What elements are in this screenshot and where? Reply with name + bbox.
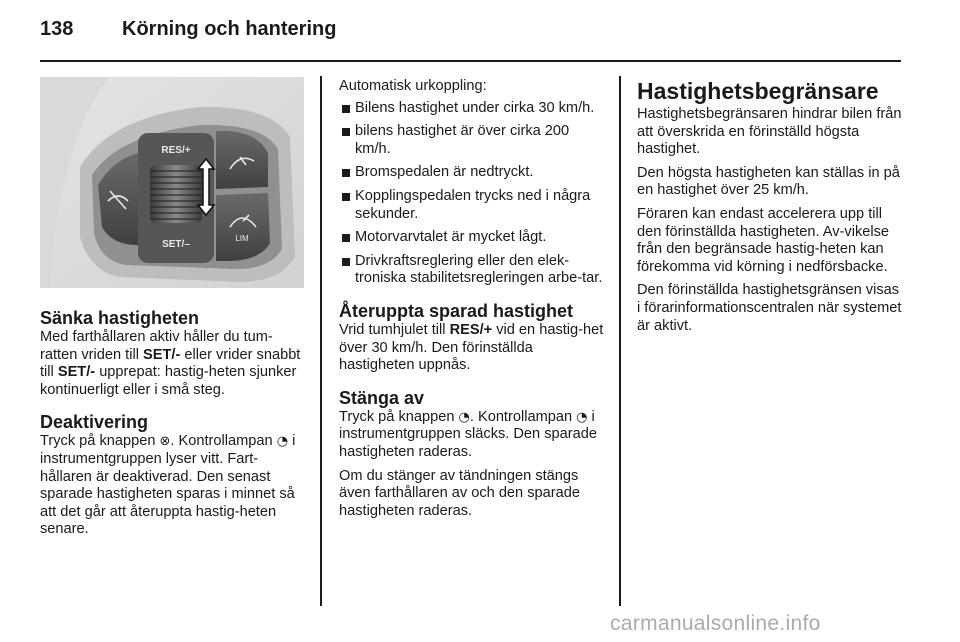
heading-deaktivering: Deaktivering [40,412,149,433]
lim-label: LIM [235,234,249,243]
list-item: Motorvarvtalet är mycket lågt. [339,229,605,247]
paragraph-begr-4: Den förinställda hastighetsgränsen visas i förarinformationscentralen när systemet är aktivt. [637,282,902,334]
paragraph-begr-3: Föraren kan endast accelerera upp till den förinställda hastigheten. Av-vikelse från den begränsade hastig-heten kan förekomma vid körning i nedförsbacke. [637,205,890,275]
paragraph-ateruppta: Vrid tumhjulet till RES/+ vid en hastig-het över 30 km/h. Den förinställda hastigheten uppnås. [339,321,604,374]
paragraph-stanga-av: Tryck på knappen ◔. Kontrollampan ◔ i instrumentgruppen släcks. Den sparade hastigheten raderas. [339,408,597,460]
paragraph-begr-2: Den högsta hastigheten kan ställas in på en hastighet över 25 km/h. [637,164,900,199]
cruise-symbol-icon: ◔ [458,409,470,425]
cruise-symbol-icon: ◔ [576,409,588,425]
page-number: 138 [40,18,74,40]
paragraph-begr-1: Hastighetsbegränsaren hindrar bilen från att överskrida en förinställd högsta hastighet. [637,106,902,158]
auto-disengage-list [339,100,605,288]
column-divider-2 [619,76,621,606]
cancel-symbol-icon: ⊗ [159,434,171,450]
list-item: Bromspedalen är nedtryckt. [339,164,605,182]
column-3 [637,78,903,341]
res-label: RES/+ [161,145,191,156]
list-item: Bilens hastighet under cirka 30 km/h. [339,100,605,118]
page-header [40,18,336,41]
heading-hastighetsbegransare: Hastighetsbegränsare [637,78,879,104]
column-divider-1 [320,76,322,606]
auto-disengage-title: Automatisk urkoppling: [339,78,487,94]
set-label: SET/– [162,239,190,250]
steering-wheel-controls-figure [40,77,304,288]
cruise-symbol-icon: ◔ [276,434,289,450]
paragraph-sanka: Med farthållaren aktiv håller du tum-ratten vriden till SET/- eller vrider snabbt till SET/- upprepat: hastig-heten sjunker kontinuerligt eller i små steg. [40,329,301,398]
header-rule [40,60,901,62]
page-title: Körning och hantering [122,18,337,40]
paragraph-tandning: Om du stänger av tändningen stängs även farthållaren av och den sparade hastigheten raderas. [339,467,580,519]
watermark: carmanualsonline.info [610,612,821,635]
list-item: Drivkraftsreglering eller den elek-troniska stabilitetsregleringen arbe-tar. [339,253,605,288]
heading-stanga-av: Stänga av [339,387,425,408]
column-2 [339,78,605,526]
column-1 [40,307,304,545]
heading-ateruppta: Återuppta sparad hastighet [339,300,574,321]
paragraph-deaktivering: Tryck på knappen ⊗. Kontrollampan ◔ i instrumentgruppen lyser vitt. Fart-hållaren är deaktiverad. Den senast sparade hastigheten sparas i minnet så att det går att återuppta hastig-heten senare. [40,433,296,538]
list-item: bilens hastighet är över cirka 200 km/h. [339,123,605,158]
heading-sanka-hastigheten: Sänka hastigheten [40,308,200,328]
list-item: Kopplingspedalen trycks ned i några sekunder. [339,188,605,223]
thumbwheel [150,165,202,223]
